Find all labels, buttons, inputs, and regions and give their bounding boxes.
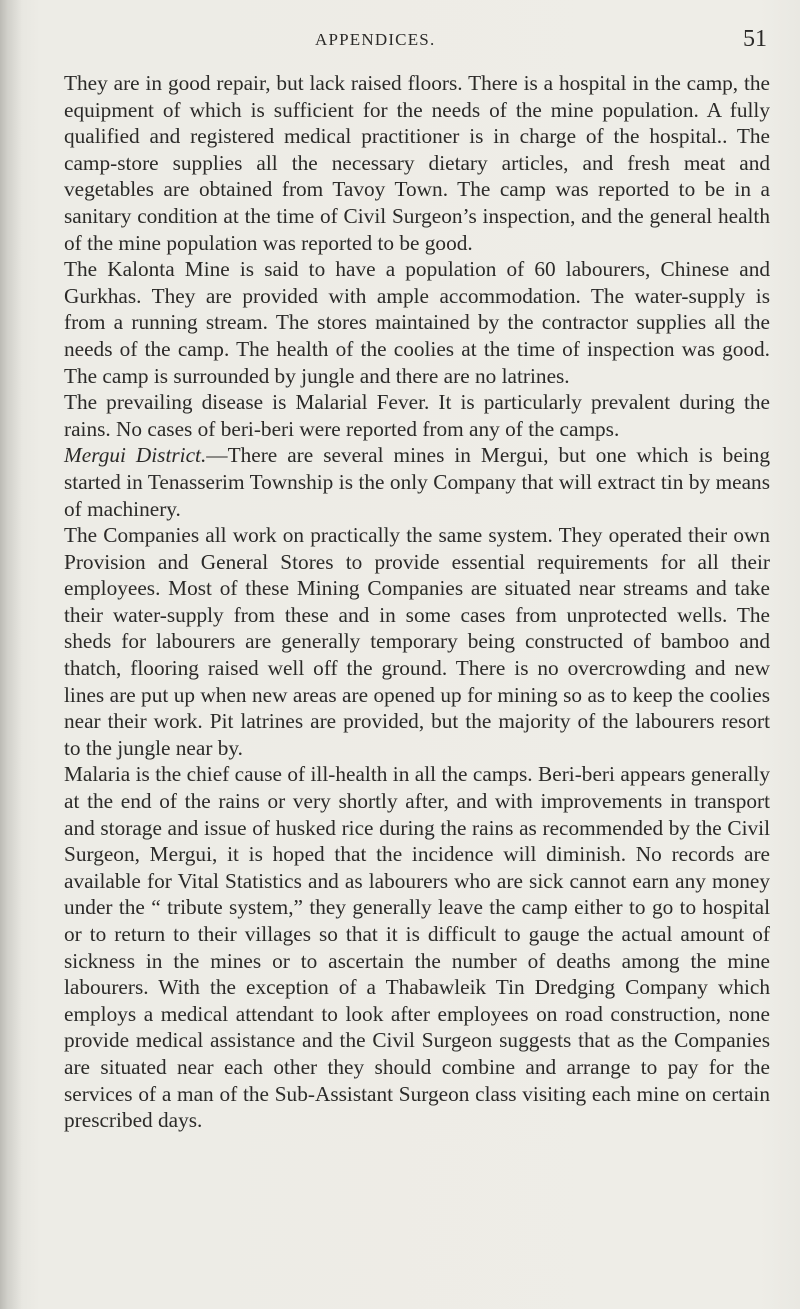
- binding-shadow: [0, 0, 22, 1309]
- paragraph-prevailing-disease: The prevailing disease is Malarial Fever. It is particularly prevalent during the rains. No cases of beri-beri were reported from any of the camps.: [64, 390, 770, 441]
- mergui-text: —There are several mines in Mergui, but one which is being started in Tenasserim Township is the only Company that will extract tin by means of machinery.: [64, 443, 770, 521]
- paragraph-mergui-district: [64, 442, 770, 522]
- paragraph-malaria: Malaria is the chief cause of ill-health in all the camps. Beri-beri appears generally at the end of the rains or very shortly after, and with improvements in transport and storage and issue of husked rice during the rains as recommended by the Civil Surgeon, Mergui, it is hoped that the incidence will diminish. No records are available for Vital Statistics and as labourers who are sick cannot earn any money under the “ tribute system,” they generally leave the camp either to go to hospital or to return to their villages so that it is difficult to gauge the actual amount of sickness in the mines or to ascertain the number of deaths among the mine labourers. With the exception of a Thabawleik Tin Dredging Company which employs a medical attendant to look after employees on road construction, none provide medical assistance and the Civil Surgeon suggests that as the Companies are situated near each other they should combine and arrange to pay for the services of a man of the Sub-Assistant Surgeon class visiting each mine on certain prescribed days.: [64, 762, 770, 1133]
- page-number: 51: [743, 26, 767, 52]
- section-heading-mergui: Mergui District.: [64, 443, 207, 468]
- page-header: [0, 26, 800, 58]
- paragraph-companies-system: The Companies all work on practically the same system. They operated their own Provision and General Stores to provide essential requirements for all their employees. Most of these Mining Companies are situated near streams and take their water-supply from these and in some cases from unprotected wells. The sheds for labourers are generally temporary being constructed of bamboo and thatch, flooring raised well off the ground. There is no overcrowding and new lines are put up when new areas are opened up for mining so as to keep the coolies near their work. Pit latrines are provided, but the majority of the labourers resort to the jungle near by.: [64, 523, 770, 760]
- paragraph-kalonta-mine: The Kalonta Mine is said to have a population of 60 labourers, Chinese and Gurkhas. They are provided with ample accommodation. The water-supply is from a running stream. The stores maintained by the contractor supplies all the needs of the camp. The health of the coolies at the time of inspection was good. The camp is surrounded by jungle and there are no latrines.: [64, 257, 770, 388]
- running-head: APPENDICES.: [315, 30, 436, 49]
- body-text: [64, 70, 770, 1134]
- paragraph-tavoy-camp: They are in good repair, but lack raised floors. There is a hospital in the camp, the equipment of which is sufficient for the needs of the mine population. A fully qualified and registered medical practitioner is in charge of the hospital.. The camp-store supplies all the necessary dietary articles, and fresh meat and vegetables are obtained from Tavoy Town. The camp was reported to be in a sanitary condition at the time of Civil Surgeon’s inspection, and the general health of the mine population was reported to be good.: [64, 71, 770, 255]
